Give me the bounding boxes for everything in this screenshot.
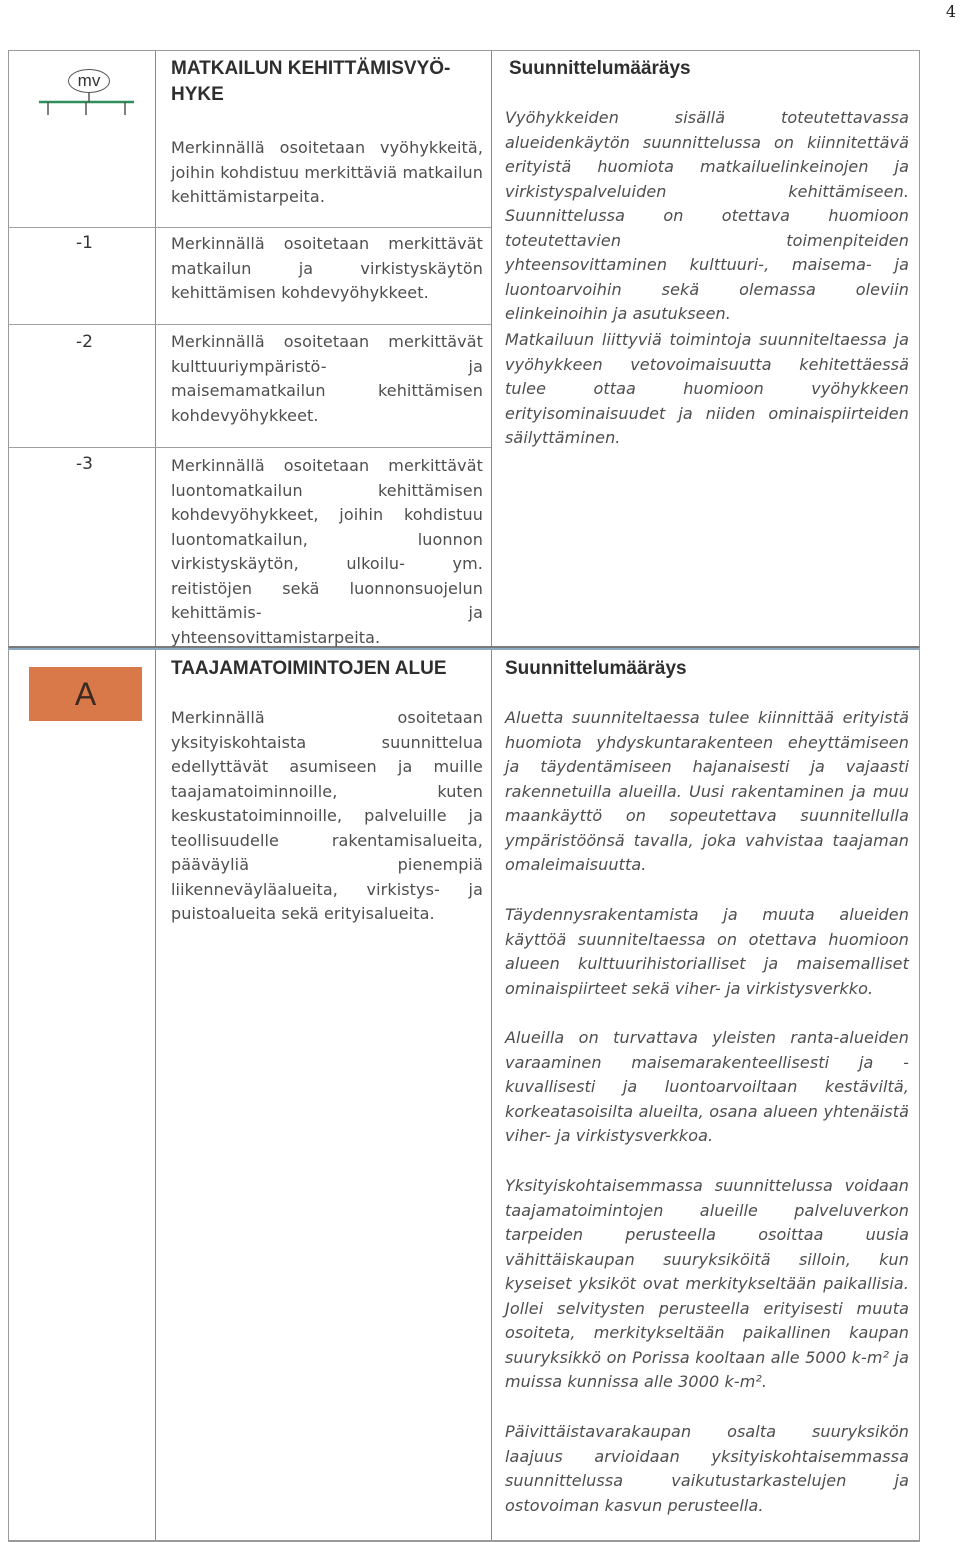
column-divider (491, 51, 492, 646)
column-divider (155, 51, 156, 646)
section-description: Merkinnällä osoitetaan vyöhykkeitä, joihin kohdistuu merkittäviä matkailun kehittämistarpeita. (171, 138, 483, 206)
urban-functions-section (8, 648, 920, 1542)
regulation-paragraph: Matkailuun liittyviä toimintoja suunniteltaessa ja vyöhykkeen vetovoimaisuutta kehitettäessä tulee ottaa huomioon vyöhykkeen erityisominaisuudet ja niiden ominaispiirteiden säilyttäminen. (505, 330, 909, 447)
regulation-paragraph: Aluetta suunniteltaessa tulee kiinnittää erityistä huomiota yhdyskuntarakenteen eheyttämiseen ja täydentämiseen hajanaisesti ja vajaasti rakennetuilla alueilla. Uusi rakentaminen ja muu maankäyttö on sopeutettava suunnitellulla ympäristöönsä tavalla, joka vahvistaa taajaman omaleimaisuutta. (505, 708, 909, 874)
section-title: TAAJAMATOIMINTOJEN ALUE (171, 658, 447, 679)
subzone-description: Merkinnällä osoitetaan merkittävät matkailun ja virkistyskäytön kehittämisen kohdevyöhykkeet. (171, 234, 483, 302)
regulation-heading: Suunnittelumääräys (505, 658, 687, 679)
regulation-heading: Suunnittelumääräys (509, 58, 691, 79)
section-title-line1: MATKAILUN KEHITTÄMISVYÖ- (171, 58, 451, 79)
regulation-paragraph: Yksityiskohtaisemmassa suunnittelussa voidaan taajamatoimintojen alueille palveluverkon tarpeiden perusteella osoittaa uusia vähittäiskaupan suuryksiköitä silloin, kun kyseiset yksiköt ovat merkitykseltään paikallisia. Jollei selvitysten perusteella erityisesti muuta osoiteta, merkitykseltään paikallinen kaupan suuryksikkö on Porissa kooltaan alle 5000 k-m² ja muissa kunnissa alle 3000 k-m². (505, 1176, 909, 1391)
section-title (171, 56, 481, 108)
tourism-zone-map-symbol (37, 69, 137, 125)
subzone-number: -3 (76, 454, 93, 474)
subzone-description: Merkinnällä osoitetaan merkittävät luontomatkailun kehittämisen kohdevyöhykkeet, joihin kohdistuu luontomatkailun, luonnon virkistyskäytön, ulkoilu- ym. reitistöjen sekä luonnonsuojelun kehittämis- ja yhteensovittamistarpeita. (171, 456, 483, 647)
subzone-number: -1 (76, 233, 93, 253)
section-title-line2: HYKE (171, 84, 224, 105)
regulation-paragraph: Vyöhykkeiden sisällä toteutettavassa alueidenkäytön suunnittelussa on kiinnitettävä erityistä huomiota matkailuelinkeinojen ja virkistyspalveluiden kehittämiseen. Suunnittelussa on otettava huomioon toteutettavien toimenpiteiden yhteensovittaminen kulttuuri-, maisema- ja luontoarvoihin sekä olemassa oleviin elinkeinoihin ja asutukseen. (505, 108, 909, 323)
zone-boundary-line-icon (37, 69, 137, 125)
tourism-zone-section (8, 50, 920, 648)
column-divider (491, 650, 492, 1540)
row-divider (9, 447, 491, 448)
row-divider (9, 324, 491, 325)
regulation-paragraph: Päivittäistavarakaupan osalta suuryksikön laajuus arvioidaan yksityiskohtaisemmassa suunnittelussa vaikutustarkastelujen ja ostovoiman kasvun perusteella. (505, 1422, 909, 1515)
mv-symbol-label: mv (68, 69, 110, 93)
regulation-paragraph: Alueilla on turvattava yleisten ranta-alueiden varaaminen maisemarakenteellisesti ja -kuvallisesti ja luontoarvoiltaan kestäviltä, korkeatasoisilta alueilta, osana alueen yhtenäistä viher- ja virkistysverkkoa. (505, 1028, 909, 1145)
section-description: Merkinnällä osoitetaan yksityiskohtaista suunnittelua edellyttävät asumiseen ja muille taajamatoiminnoille, kuten keskustatoiminnoille, palveluille ja teollisuudelle rakentamisalueita, pääväyliä pienempiä liikenneväyläalueita, virkistys- ja puistoalueita sekä erityisalueita. (171, 708, 483, 923)
urban-area-map-symbol: A (29, 667, 142, 721)
column-divider (155, 650, 156, 1540)
subzone-description: Merkinnällä osoitetaan merkittävät kulttuuriympäristö- ja maisemamatkailun kehittämisen kohdevyöhykkeet. (171, 332, 483, 425)
subzone-number: -2 (76, 332, 93, 352)
regulation-paragraph: Täydennysrakentamista ja muuta alueiden käyttöä suunniteltaessa on otettava huomioon alueen kulttuurihistorialliset ja maisemalliset ominaispiirteet sekä viher- ja virkistysverkko. (505, 905, 909, 998)
row-divider (9, 227, 491, 228)
page-number: 4 (945, 2, 956, 21)
